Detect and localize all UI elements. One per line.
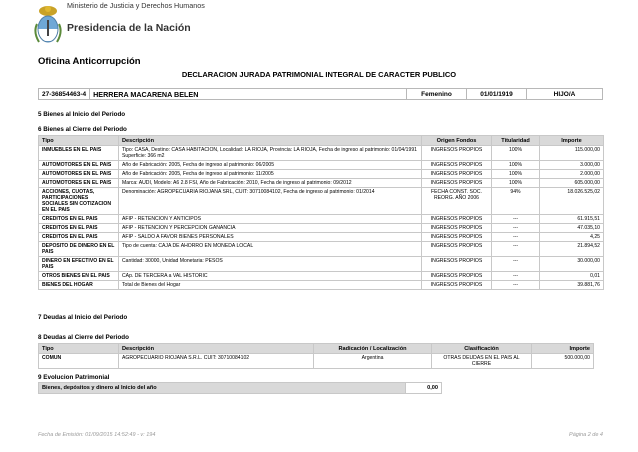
emission-date: Fecha de Emisión: 01/09/2015 14:52:49 - v: 194 [38, 432, 156, 438]
cell-importe: 4,25 [540, 233, 604, 242]
cell-origen: INGRESOS PROPIOS [422, 161, 492, 170]
cell-origen: FECHA CONST. SOC. REORG. AÑO 2006 [422, 188, 492, 215]
cell-origen: INGRESOS PROPIOS [422, 170, 492, 179]
table-row [39, 354, 594, 369]
cell-tipo: AUTOMOTORES EN EL PAIS [39, 161, 119, 170]
cell-titularidad: 100% [492, 146, 540, 161]
table-row [39, 224, 604, 233]
table-row [39, 281, 604, 290]
cell-titularidad: --- [492, 215, 540, 224]
section-9-title: 9 Evolucion Patrimonial [38, 374, 110, 381]
cell-tipo: CREDITOS EN EL PAIS [39, 233, 119, 242]
coat-of-arms-icon [33, 2, 63, 46]
cell-descripcion: Tipo de cuenta: CAJA DE AHORRO EN MONEDA LOCAL [119, 242, 422, 257]
cell-origen: INGRESOS PROPIOS [422, 215, 492, 224]
cell-tipo: BIENES DEL HOGAR [39, 281, 119, 290]
col-tipo: Tipo [39, 344, 119, 354]
cell-tipo: DEPOSITO DE DINERO EN EL PAIS [39, 242, 119, 257]
cell-descripcion: Tipo: CASA, Destino: CASA HABITACION, Localidad: LA RIOJA, Provincia: LA RIOJA, Fecha de ingreso al patrimonio: 01/04/1991 Superficie: 366 m2 [119, 146, 422, 161]
cell-tipo: AUTOMOTORES EN EL PAIS [39, 179, 119, 188]
cell-descripcion: Año de Fabricación: 2005, Fecha de ingreso al patrimonio: 11/2005 [119, 170, 422, 179]
section-5-title: 5 Bienes al Inicio del Periodo [38, 111, 126, 118]
table-row [39, 179, 604, 188]
cell-origen: INGRESOS PROPIOS [422, 272, 492, 281]
cell-tipo: COMUN [39, 354, 119, 369]
cell-origen: INGRESOS PROPIOS [422, 233, 492, 242]
page-number: Página 2 de 4 [569, 432, 603, 438]
ministry-name: Ministerio de Justicia y Derechos Humanos [67, 1, 205, 10]
cell-tipo: ACCIONES, CUOTAS, PARTICIPACIONES SOCIALES SIN COTIZACION EN EL PAIS [39, 188, 119, 215]
cell-importe: 47.035,10 [540, 224, 604, 233]
table-header [39, 344, 594, 354]
cell-titularidad: --- [492, 242, 540, 257]
cell-titularidad: --- [492, 257, 540, 272]
table-row [39, 170, 604, 179]
presidency-name: Presidencia de la Nación [67, 22, 191, 34]
cell-tipo: OTROS BIENES EN EL PAIS [39, 272, 119, 281]
cell-descripcion: AFIP - RETENCION Y PERCEPCION GANANCIA [119, 224, 422, 233]
relation: HIJO/A [527, 89, 603, 100]
cuil: 27-36854463-4 [39, 89, 90, 100]
cell-tipo: DINERO EN EFECTIVO EN EL PAIS [39, 257, 119, 272]
cell-titularidad: --- [492, 233, 540, 242]
evolution-label: Bienes, depósitos y dinero al Inicio del año [39, 383, 406, 394]
cell-origen: INGRESOS PROPIOS [422, 257, 492, 272]
cell-origen: INGRESOS PROPIOS [422, 281, 492, 290]
cell-titularidad: --- [492, 224, 540, 233]
table-row [39, 257, 604, 272]
cell-importe: 21.894,52 [540, 242, 604, 257]
assets-table [38, 135, 604, 290]
cell-descripcion: CAp. DE TERCERA a VAL HISTORIC [119, 272, 422, 281]
evolution-table [38, 382, 442, 394]
cell-importe: 30.000,00 [540, 257, 604, 272]
col-importe: Importe [540, 136, 604, 146]
gender: Femenino [407, 89, 467, 100]
cell-descripcion: Cantidad: 30000, Unidad Monetaria: PESOS [119, 257, 422, 272]
table-header [39, 136, 604, 146]
cell-importe: 39.881,76 [540, 281, 604, 290]
col-importe: Importe [532, 344, 594, 354]
office-name: Oficina Anticorrupción [38, 56, 141, 67]
cell-importe: 605.000,00 [540, 179, 604, 188]
cell-titularidad: --- [492, 272, 540, 281]
cell-tipo: CREDITOS EN EL PAIS [39, 215, 119, 224]
cell-origen: INGRESOS PROPIOS [422, 224, 492, 233]
cell-titularidad: 100% [492, 161, 540, 170]
cell-clasificacion: OTRAS DEUDAS EN EL PAIS AL CIERRE [432, 354, 532, 369]
document-title: DECLARACION JURADA PATRIMONIAL INTEGRAL DE CARACTER PUBLICO [181, 70, 457, 79]
cell-importe: 18.026.525,02 [540, 188, 604, 215]
table-row [39, 188, 604, 215]
col-titularidad: Titularidad [492, 136, 540, 146]
cell-importe: 3.000,00 [540, 161, 604, 170]
cell-importe: 500.000,00 [532, 354, 594, 369]
cell-descripcion: Año de Fabricación: 2005, Fecha de ingreso al patrimonio: 06/2005 [119, 161, 422, 170]
cell-tipo: INMUEBLES EN EL PAIS [39, 146, 119, 161]
cell-importe: 115.000,00 [540, 146, 604, 161]
debts-table [38, 343, 594, 369]
birth-date: 01/01/1919 [467, 89, 527, 100]
cell-origen: INGRESOS PROPIOS [422, 179, 492, 188]
cell-descripcion: Total de Bienes del Hogar [119, 281, 422, 290]
cell-descripcion: AFIP - RETENCION Y ANTICIPOS [119, 215, 422, 224]
section-8-title: 8 Deudas al Cierre del Periodo [38, 334, 129, 341]
col-radicacion: Radicación / Localización [314, 344, 432, 354]
cell-radicacion: Argentina [314, 354, 432, 369]
table-row [39, 161, 604, 170]
table-row [39, 242, 604, 257]
cell-tipo: AUTOMOTORES EN EL PAIS [39, 170, 119, 179]
cell-origen: INGRESOS PROPIOS [422, 146, 492, 161]
cell-descripcion: AFIP - SALDO A FAVOR BIENES PERSONALES [119, 233, 422, 242]
cell-titularidad: 100% [492, 179, 540, 188]
col-descripcion: Descripción [119, 136, 422, 146]
ministry-logo [33, 2, 233, 54]
table-row [39, 146, 604, 161]
cell-descripcion: AGROPECUARIO RIOJANA S.R.L. CUIT: 30710084102 [119, 354, 314, 369]
table-row [39, 272, 604, 281]
cell-titularidad: 100% [492, 170, 540, 179]
person-name: HERRERA MACARENA BELEN [90, 89, 407, 100]
section-7-title: 7 Deudas al Inicio del Periodo [38, 314, 128, 321]
cell-titularidad: --- [492, 281, 540, 290]
cell-descripcion: Denominación: AGROPECUARIA RIOJANA SRL, CUIT: 30710084102, Fecha de ingreso al patrimonio: 01/2014 [119, 188, 422, 215]
cell-importe: 61.915,51 [540, 215, 604, 224]
cell-importe: 2.000,00 [540, 170, 604, 179]
cell-tipo: CREDITOS EN EL PAIS [39, 224, 119, 233]
col-tipo: Tipo [39, 136, 119, 146]
col-clasificacion: Clasificación [432, 344, 532, 354]
section-6-title: 6 Bienes al Cierre del Periodo [38, 126, 127, 133]
evolution-value: 0,00 [406, 383, 442, 394]
cell-origen: INGRESOS PROPIOS [422, 242, 492, 257]
col-origen: Origen Fondos [422, 136, 492, 146]
col-descripcion: Descripción [119, 344, 314, 354]
cell-descripcion: Marca: AUDI, Modelo: A6 2.8 FSI, Año de Fabricación: 2010, Fecha de ingreso al patrimonio: 09/2012 [119, 179, 422, 188]
cell-importe: 0,01 [540, 272, 604, 281]
table-row [39, 215, 604, 224]
table-row [39, 233, 604, 242]
cell-titularidad: 94% [492, 188, 540, 215]
person-info [38, 88, 603, 100]
